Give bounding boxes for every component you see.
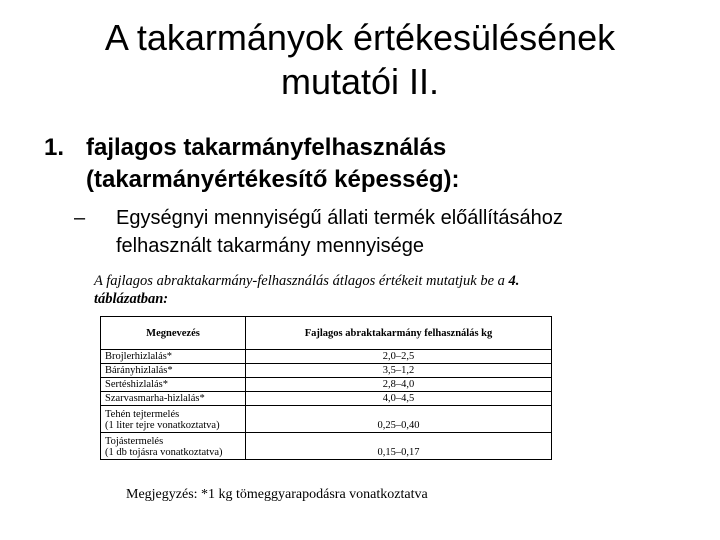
title-line-2: mutatói II. xyxy=(280,61,440,102)
row-value: 2,8–4,0 xyxy=(246,378,552,392)
row-name: Bárányhizlalás* xyxy=(101,364,246,378)
title-line-1: A takarmányok értékesülésének xyxy=(104,17,616,58)
row-name xyxy=(101,406,246,433)
header-value: Fajlagos abraktakarmány felhasználás kg xyxy=(246,317,552,350)
row-value: 4,0–4,5 xyxy=(246,392,552,406)
point-number: 1. xyxy=(44,134,65,161)
intro-table-ref: 4. xyxy=(508,273,520,289)
table-row xyxy=(101,378,552,392)
row-value: 2,0–2,5 xyxy=(246,350,552,364)
point-line-1: fajlagos takarmányfelhasználás xyxy=(86,134,447,161)
table-row xyxy=(101,406,552,433)
row-name-sub: (1 liter tejre vonatkoztatva) xyxy=(105,420,220,431)
intro-line-2: táblázatban: xyxy=(94,291,169,307)
sub-point-text xyxy=(116,204,694,260)
row-value: 0,15–0,17 xyxy=(246,433,552,460)
row-value: 3,5–1,2 xyxy=(246,364,552,378)
scanned-excerpt xyxy=(86,272,626,508)
point-line-2: (takarmányértékesítő képesség): xyxy=(86,166,460,193)
row-name: Sertéshizlalás* xyxy=(101,378,246,392)
sub-line-1: Egységnyi mennyiségű állati termék előállításához xyxy=(116,207,563,229)
row-name-sub: (1 db tojásra vonatkoztatva) xyxy=(105,447,223,458)
point-text xyxy=(86,132,684,196)
slide-title xyxy=(20,16,700,104)
sub-line-2: felhasznált takarmány mennyisége xyxy=(116,235,424,257)
row-value: 0,25–0,40 xyxy=(246,406,552,433)
table-row xyxy=(101,364,552,378)
row-name-main: Tojástermelés xyxy=(105,436,164,447)
table-row xyxy=(101,350,552,364)
intro-line-1: A fajlagos abraktakarmány-felhasználás átlagos értékeit mutatjuk be a xyxy=(94,273,505,289)
row-name-main: Tehén tejtermelés xyxy=(105,409,180,420)
table-row xyxy=(101,392,552,406)
table-note: Megjegyzés: *1 kg tömeggyarapodásra vonatkoztatva xyxy=(126,487,428,502)
row-name: Szarvasmarha-hizlalás* xyxy=(101,392,246,406)
dash-bullet: – xyxy=(74,207,86,229)
feed-table xyxy=(100,316,552,460)
row-name xyxy=(101,433,246,460)
row-name: Brojlerhizlalás* xyxy=(101,350,246,364)
excerpt-intro xyxy=(94,272,624,308)
header-name: Megnevezés xyxy=(101,317,246,350)
table-row xyxy=(101,433,552,460)
table-header-row xyxy=(101,317,552,350)
